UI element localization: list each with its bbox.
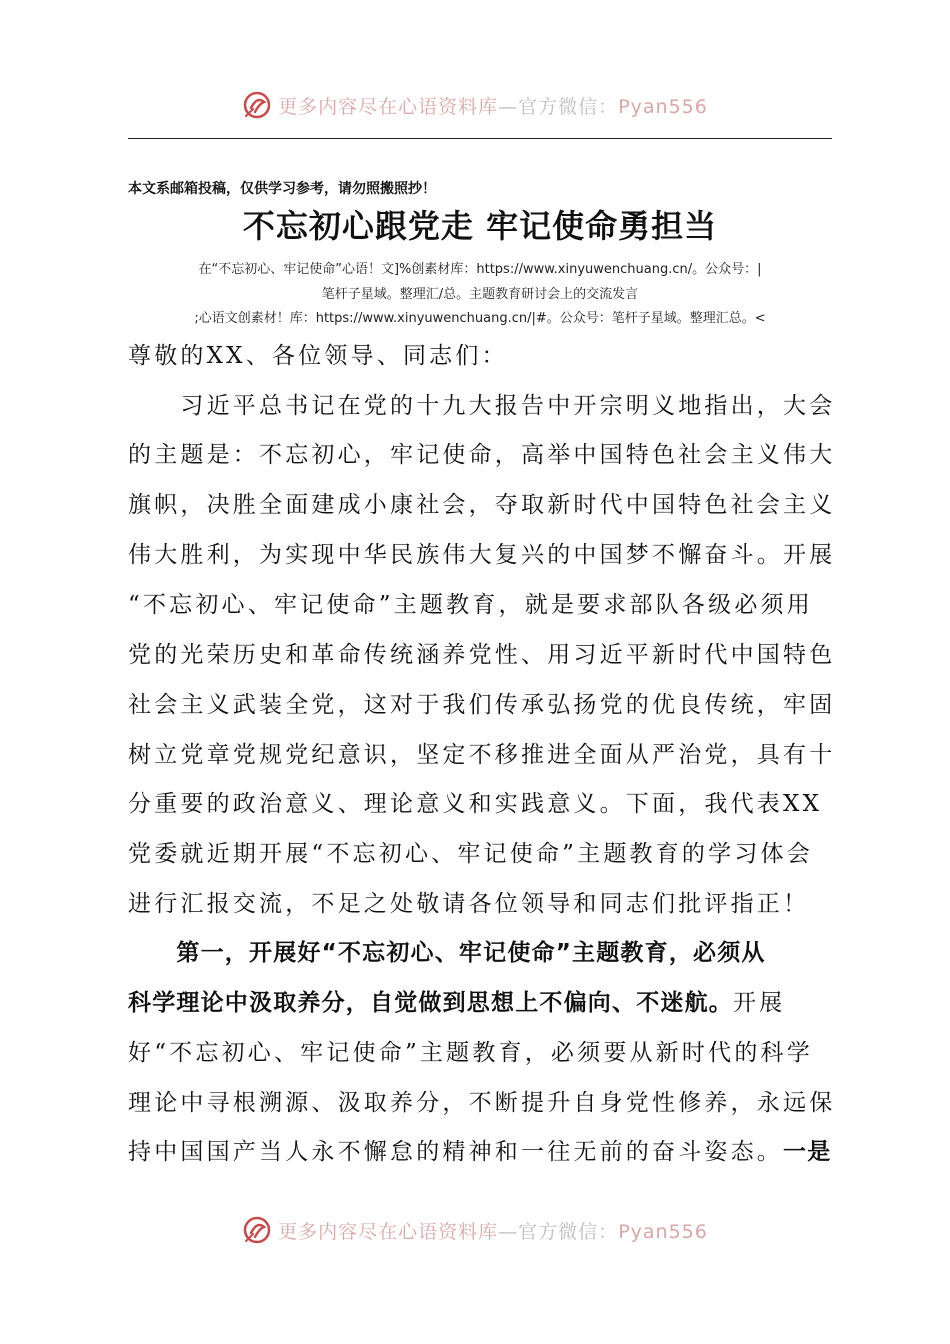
body-line: 习近平总书记在党的十九大报告中开宗明义地指出，大会 [128,393,836,419]
footer-banner-main: 更多内容尽在心语资料库 [278,1220,499,1243]
notice-line: 本文系邮箱投稿，仅供学习参考，请勿照搬照抄！ [128,181,436,197]
footer-banner-text [278,1217,708,1244]
page-title: 不忘初心跟党走 牢记使命勇担当 [242,207,718,245]
body-line: 党的光荣历史和革命传统涵养党性、用习近平新时代中国特色 [128,642,836,668]
section1-line2-rest: 开展 [733,990,786,1016]
header-banner [0,85,950,125]
footer-banner [0,1210,950,1250]
section1-line2 [128,988,834,1018]
section1-heading-line2: 科学理论中汲取养分，自觉做到思想上不偏向、不迷航。 [128,990,733,1016]
body-line: 进行汇报交流，不足之处敬请各位领导和同志们批评指正！ [128,891,810,917]
body-line: 社会主义武装全党，这对于我们传承弘扬党的优良传统，牢固 [128,692,836,718]
section1-line5 [128,1137,834,1167]
body-line: 党委就近期开展“不忘初心、牢记使命”主题教育的学习体会 [128,841,813,867]
header-banner-wechat: Pyan556 [618,95,708,118]
footer-banner-dash: —官方微信： [498,1220,619,1243]
header-divider [128,138,832,139]
body-line: 好“不忘初心、牢记使命”主题教育，必须要从新时代的科学 [128,1040,813,1066]
body-line: “不忘初心、牢记使命”主题教育，就是要求部队各级必须用 [128,592,813,618]
xinyu-logo-icon [242,1215,272,1245]
meta-line-1: 在“不忘初心、牢记使命”心语！文]%创素材库：https://www.xinyuwenchuang.cn/。公众号：| [198,262,762,277]
body-line: 旗帜，决胜全面建成小康社会，夺取新时代中国特色社会主义 [128,492,836,518]
body-line: 理论中寻根溯源、汲取养分，不断提升自身党性修养，永远保 [128,1090,836,1116]
header-banner-text [278,92,708,119]
xinyu-logo-icon [242,90,272,120]
body-line: 伟大胜利，为实现中华民族伟大复兴的中国梦不懈奋斗。开展 [128,542,836,568]
body-line: 的主题是：不忘初心，牢记使命，高举中国特色社会主义伟大 [128,442,836,468]
body-line: 分重要的政治意义、理论意义和实践意义。下面，我代表XX [128,791,823,817]
body-line-salutation: 尊敬的XX、各位领导、同志们： [128,343,508,369]
meta-line-3: ;心语文创素材！库：https://www.xinyuwenchuang.cn/|#。公众号：笔杆子星域。整理汇总。< [194,311,766,326]
footer-banner-wechat: Pyan556 [618,1220,708,1243]
header-banner-main: 更多内容尽在心语资料库 [278,95,499,118]
meta-line-2: 笔杆子星域。整理汇/总。主题教育研讨会上的交流发言 [321,287,639,302]
section1-line5-text: 持中国国产当人永不懈怠的精神和一往无前的奋斗姿态。 [128,1139,783,1165]
body-line: 树立党章党规党纪意识，坚定不移推进全面从严治党，具有十 [128,742,836,768]
section1-heading-line1: 第一，开展好“不忘初心、牢记使命”主题教育，必须从 [128,940,766,966]
section1-line5-bold: 一是 [783,1139,832,1165]
header-banner-dash: —官方微信： [498,95,619,118]
